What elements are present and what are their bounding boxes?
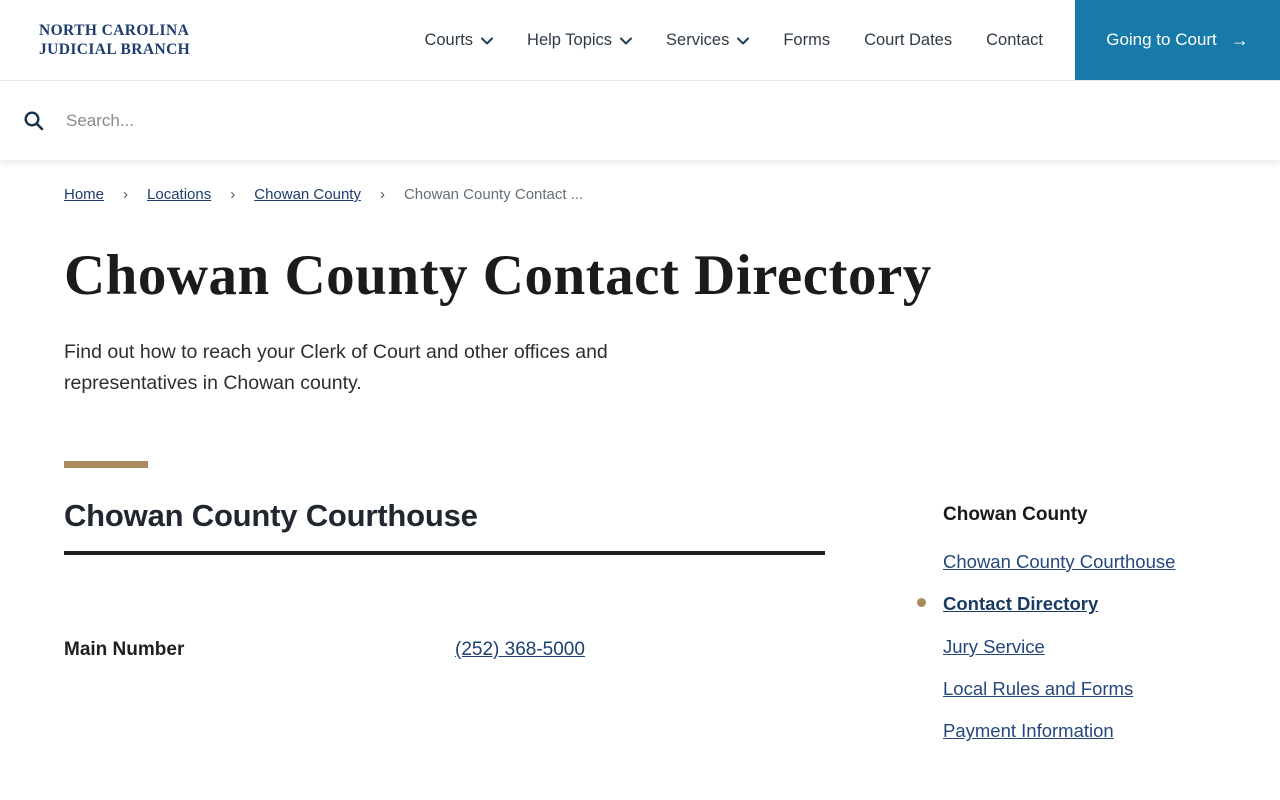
arrow-right-icon: → — [1230, 30, 1249, 50]
section-accent-bar — [64, 461, 148, 468]
sidebar-link-payment-information[interactable]: Payment Information — [943, 720, 1114, 742]
sidebar — [943, 468, 1216, 763]
contact-row — [64, 639, 825, 661]
logo-line-2: JUDICIAL BRANCH — [39, 41, 191, 58]
nav-item-services[interactable] — [666, 31, 749, 50]
breadcrumb-separator: › — [379, 186, 385, 203]
search-bar — [0, 80, 1280, 160]
sidebar-link-jury-service[interactable]: Jury Service — [943, 635, 1045, 657]
going-to-court-button[interactable] — [1075, 0, 1280, 80]
page-intro: Find out how to reach your Clerk of Court and other offices and representatives in Chowan county. — [64, 340, 608, 394]
nav-item-courts[interactable] — [424, 31, 493, 50]
section-heading: Chowan County Courthouse — [64, 497, 478, 533]
going-to-court-label: Going to Court — [1106, 30, 1217, 49]
search-button[interactable] — [24, 111, 44, 131]
chevron-down-icon — [620, 37, 632, 45]
sidebar-link-contact-directory[interactable]: Contact Directory — [943, 593, 1099, 615]
logo-line-1: NORTH CAROLINA — [39, 21, 190, 39]
sidebar-link-local-rules[interactable]: Local Rules and Forms — [943, 678, 1134, 700]
sidebar-item-local-rules — [943, 678, 1216, 700]
breadcrumb-link-locations[interactable]: Locations — [147, 186, 212, 203]
nav-item-contact[interactable] — [986, 31, 1043, 50]
primary-nav — [424, 0, 1075, 80]
breadcrumb-link-chowan-county[interactable]: Chowan County — [254, 186, 361, 203]
active-bullet-icon — [917, 598, 926, 607]
site-logo[interactable] — [0, 0, 190, 80]
nav-item-label: Court Dates — [864, 30, 953, 49]
main-content — [0, 243, 1280, 763]
sidebar-list — [943, 551, 1216, 743]
section-divider — [64, 551, 825, 555]
site-header — [0, 0, 1280, 80]
breadcrumb-separator: › — [123, 186, 129, 203]
sidebar-item-payment-information — [943, 720, 1216, 742]
page-title: Chowan County Contact Directory — [64, 244, 932, 307]
search-icon — [24, 111, 44, 131]
nav-item-label: Courts — [424, 30, 474, 49]
nav-item-label: Forms — [783, 30, 831, 49]
nav-item-help-topics[interactable] — [527, 31, 632, 50]
phone-link[interactable]: (252) 368-5000 — [455, 638, 585, 660]
chevron-down-icon — [737, 37, 749, 45]
breadcrumb-link-home[interactable]: Home — [64, 186, 105, 203]
sidebar-item-jury-service — [943, 636, 1216, 658]
contact-label: Main Number — [64, 638, 185, 660]
sidebar-item-courthouse — [943, 551, 1216, 573]
sidebar-link-courthouse[interactable]: Chowan County Courthouse — [943, 550, 1176, 572]
sidebar-item-contact-directory — [943, 593, 1216, 615]
nav-item-court-dates[interactable] — [864, 31, 952, 50]
chevron-down-icon — [481, 37, 493, 45]
breadcrumb — [64, 186, 1216, 203]
nav-item-label: Services — [666, 30, 730, 49]
nav-item-label: Help Topics — [527, 30, 613, 49]
search-input[interactable] — [66, 111, 966, 131]
breadcrumb-current: Chowan County Contact ... — [403, 186, 584, 203]
sidebar-heading: Chowan County — [943, 503, 1088, 525]
nav-item-label: Contact — [986, 30, 1043, 49]
nav-item-forms[interactable] — [783, 31, 830, 50]
breadcrumb-separator: › — [230, 186, 236, 203]
courthouse-section — [64, 468, 825, 763]
